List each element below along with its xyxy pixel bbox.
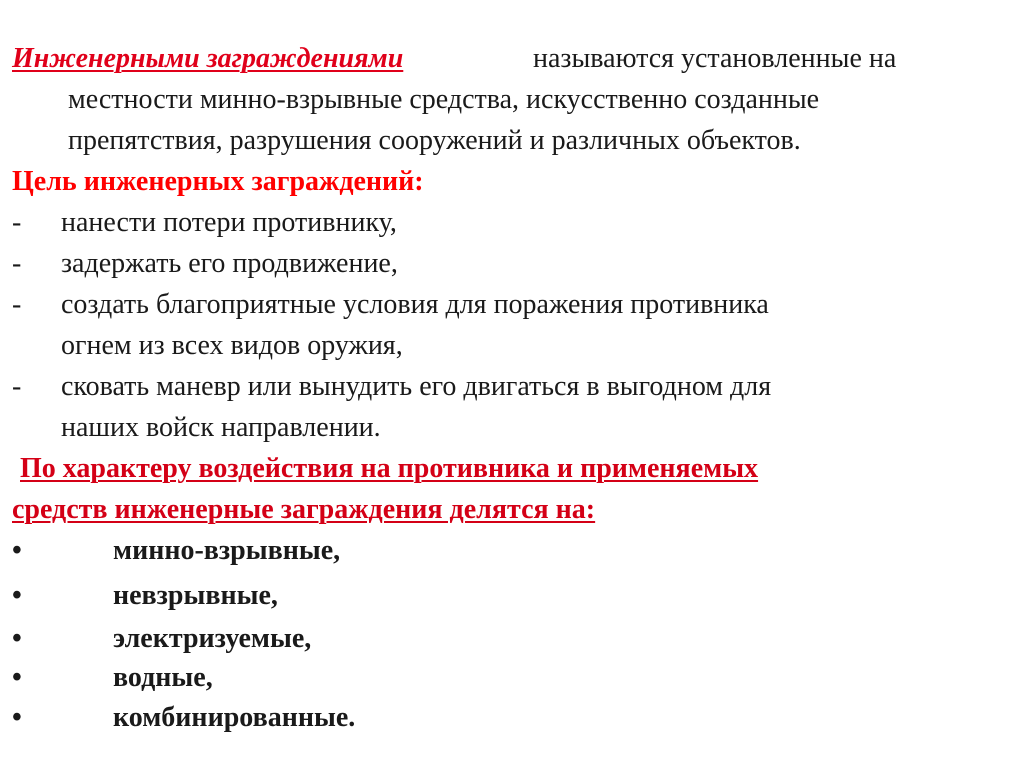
- definition-term: Инженерными заграждениями: [12, 43, 404, 74]
- bullet-icon: •: [12, 702, 22, 733]
- goal-item-2: задержать его продвижение,: [61, 248, 398, 279]
- classification-item-1: минно-взрывные,: [113, 535, 341, 566]
- definition-text-line-3: препятствия, разрушения сооружений и различных объектов.: [68, 125, 801, 156]
- definition-text-line-2: местности минно-взрывные средства, искусственно созданные: [68, 84, 820, 115]
- definition-line-1: [12, 42, 403, 76]
- bullet-icon: •: [12, 580, 22, 611]
- goal-item-1: нанести потери противнику,: [61, 207, 397, 238]
- goal-item-3-line-1: создать благоприятные условия для поражения противника: [61, 289, 769, 320]
- bullet-icon: •: [12, 535, 22, 566]
- goal-item-dash: -: [12, 207, 22, 238]
- classification-item-5: комбинированные.: [113, 702, 356, 733]
- goal-item-dash: -: [12, 371, 22, 402]
- classification-item-4: водные,: [113, 662, 213, 693]
- classification-heading-line-2: средств инженерные заграждения делятся на:: [12, 494, 596, 525]
- bullet-icon: •: [12, 662, 22, 693]
- classification-item-3: электризуемые,: [113, 623, 312, 654]
- classification-heading-line-1: По характеру воздействия на противника и применяемых: [20, 453, 759, 484]
- goal-item-4-line-2: наших войск направлении.: [61, 412, 381, 443]
- definition-text-line-1: называются установленные на: [533, 43, 897, 74]
- goal-item-dash: -: [12, 289, 22, 320]
- goal-heading: Цель инженерных заграждений:: [12, 166, 424, 197]
- bullet-icon: •: [12, 623, 22, 654]
- goal-item-4-line-1: сковать маневр или вынудить его двигаться в выгодном для: [61, 371, 772, 402]
- classification-item-2: невзрывные,: [113, 580, 278, 611]
- goal-item-dash: -: [12, 248, 22, 279]
- goal-item-3-line-2: огнем из всех видов оружия,: [61, 330, 403, 361]
